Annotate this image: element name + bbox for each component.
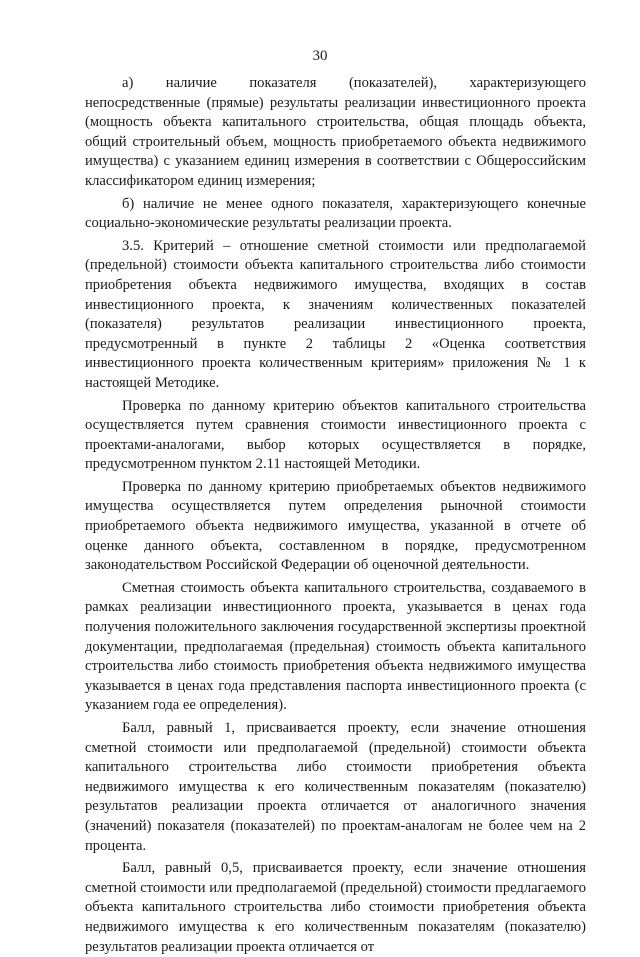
paragraph-check-real-estate: Проверка по данному критерию приобретаемых объектов недвижимого имущества осуществляется путем определения рыночной стоимости приобретаемого объекта недвижимого имущества, указанной в отчете об оценке данного объекта, составленном в порядке, предусмотренном законодательством Российской Федерации об оценочной деятельности. <box>85 478 586 574</box>
paragraph-score-0-5: Балл, равный 0,5, присваивается проекту, если значение отношения сметной стоимости или предполагаемой (предельной) стоимости предлагаемого объекта капитального строительства либо стоимости приобретения объекта недвижимого имущества к его количественным показателям (показателю) результатов реализации проекта отличается от <box>85 860 586 955</box>
paragraph-item-b: б) наличие не менее одного показателя, характеризующего конечные социально-экономические результаты реализации проекта. <box>85 195 586 232</box>
paragraph-check-construction: Проверка по данному критерию объектов капитального строительства осуществляется путем сравнения стоимости инвестиционного проекта с проектами-аналогами, выбор которых осуществляется в порядке, предусмотренном пунктом 2.11 настоящей Методики. <box>85 397 586 473</box>
document-body <box>85 74 586 957</box>
paragraph-criterion-3-5: 3.5. Критерий – отношение сметной стоимости или предполагаемой (предельной) стоимости объекта капитального строительства либо стоимости приобретения объекта недвижимого имущества, входящих в состав инвестиционного проекта, к значениям количественных показателей (показателя) результатов реализации инвестиционного проекта, предусмотренный в пункте 2 таблицы 2 «Оценка соответствия инвестиционного проекта количественным критериям» приложения № 1 к настоящей Методике. <box>85 237 586 391</box>
paragraph-item-a: а) наличие показателя (показателей), характеризующего непосредственные (прямые) результаты реализации инвестиционного проекта (мощность объекта капитального строительства, общая площадь объекта, общий строительный объем, мощность приобретаемого объекта недвижимого имущества) с указанием единиц измерения в соответствии с Общероссийским классификатором единиц измерения; <box>85 75 586 189</box>
page-number: 30 <box>312 48 328 64</box>
paragraph-estimated-cost: Сметная стоимость объекта капитального строительства, создаваемого в рамках реализации инвестиционного проекта, указывается в ценах года получения положительного заключения государственной экспертизы проектной документации, предполагаемая (предельная) стоимость объекта капитального строительства либо стоимость приобретения объекта недвижимого имущества указывается в ценах года представления паспорта инвестиционного проекта (с указанием года ее определения). <box>85 579 586 714</box>
paragraph-score-1: Балл, равный 1, присваивается проекту, если значение отношения сметной стоимости или предполагаемой (предельной) стоимости объекта капитального строительства либо стоимости приобретения объекта недвижимого имущества к его количественным показателям (показателю) результатов реализации проекта отличается от аналогичного значения (значений) показателя (показателей) по проектам-аналогам не более чем на 2 процента. <box>85 720 586 854</box>
